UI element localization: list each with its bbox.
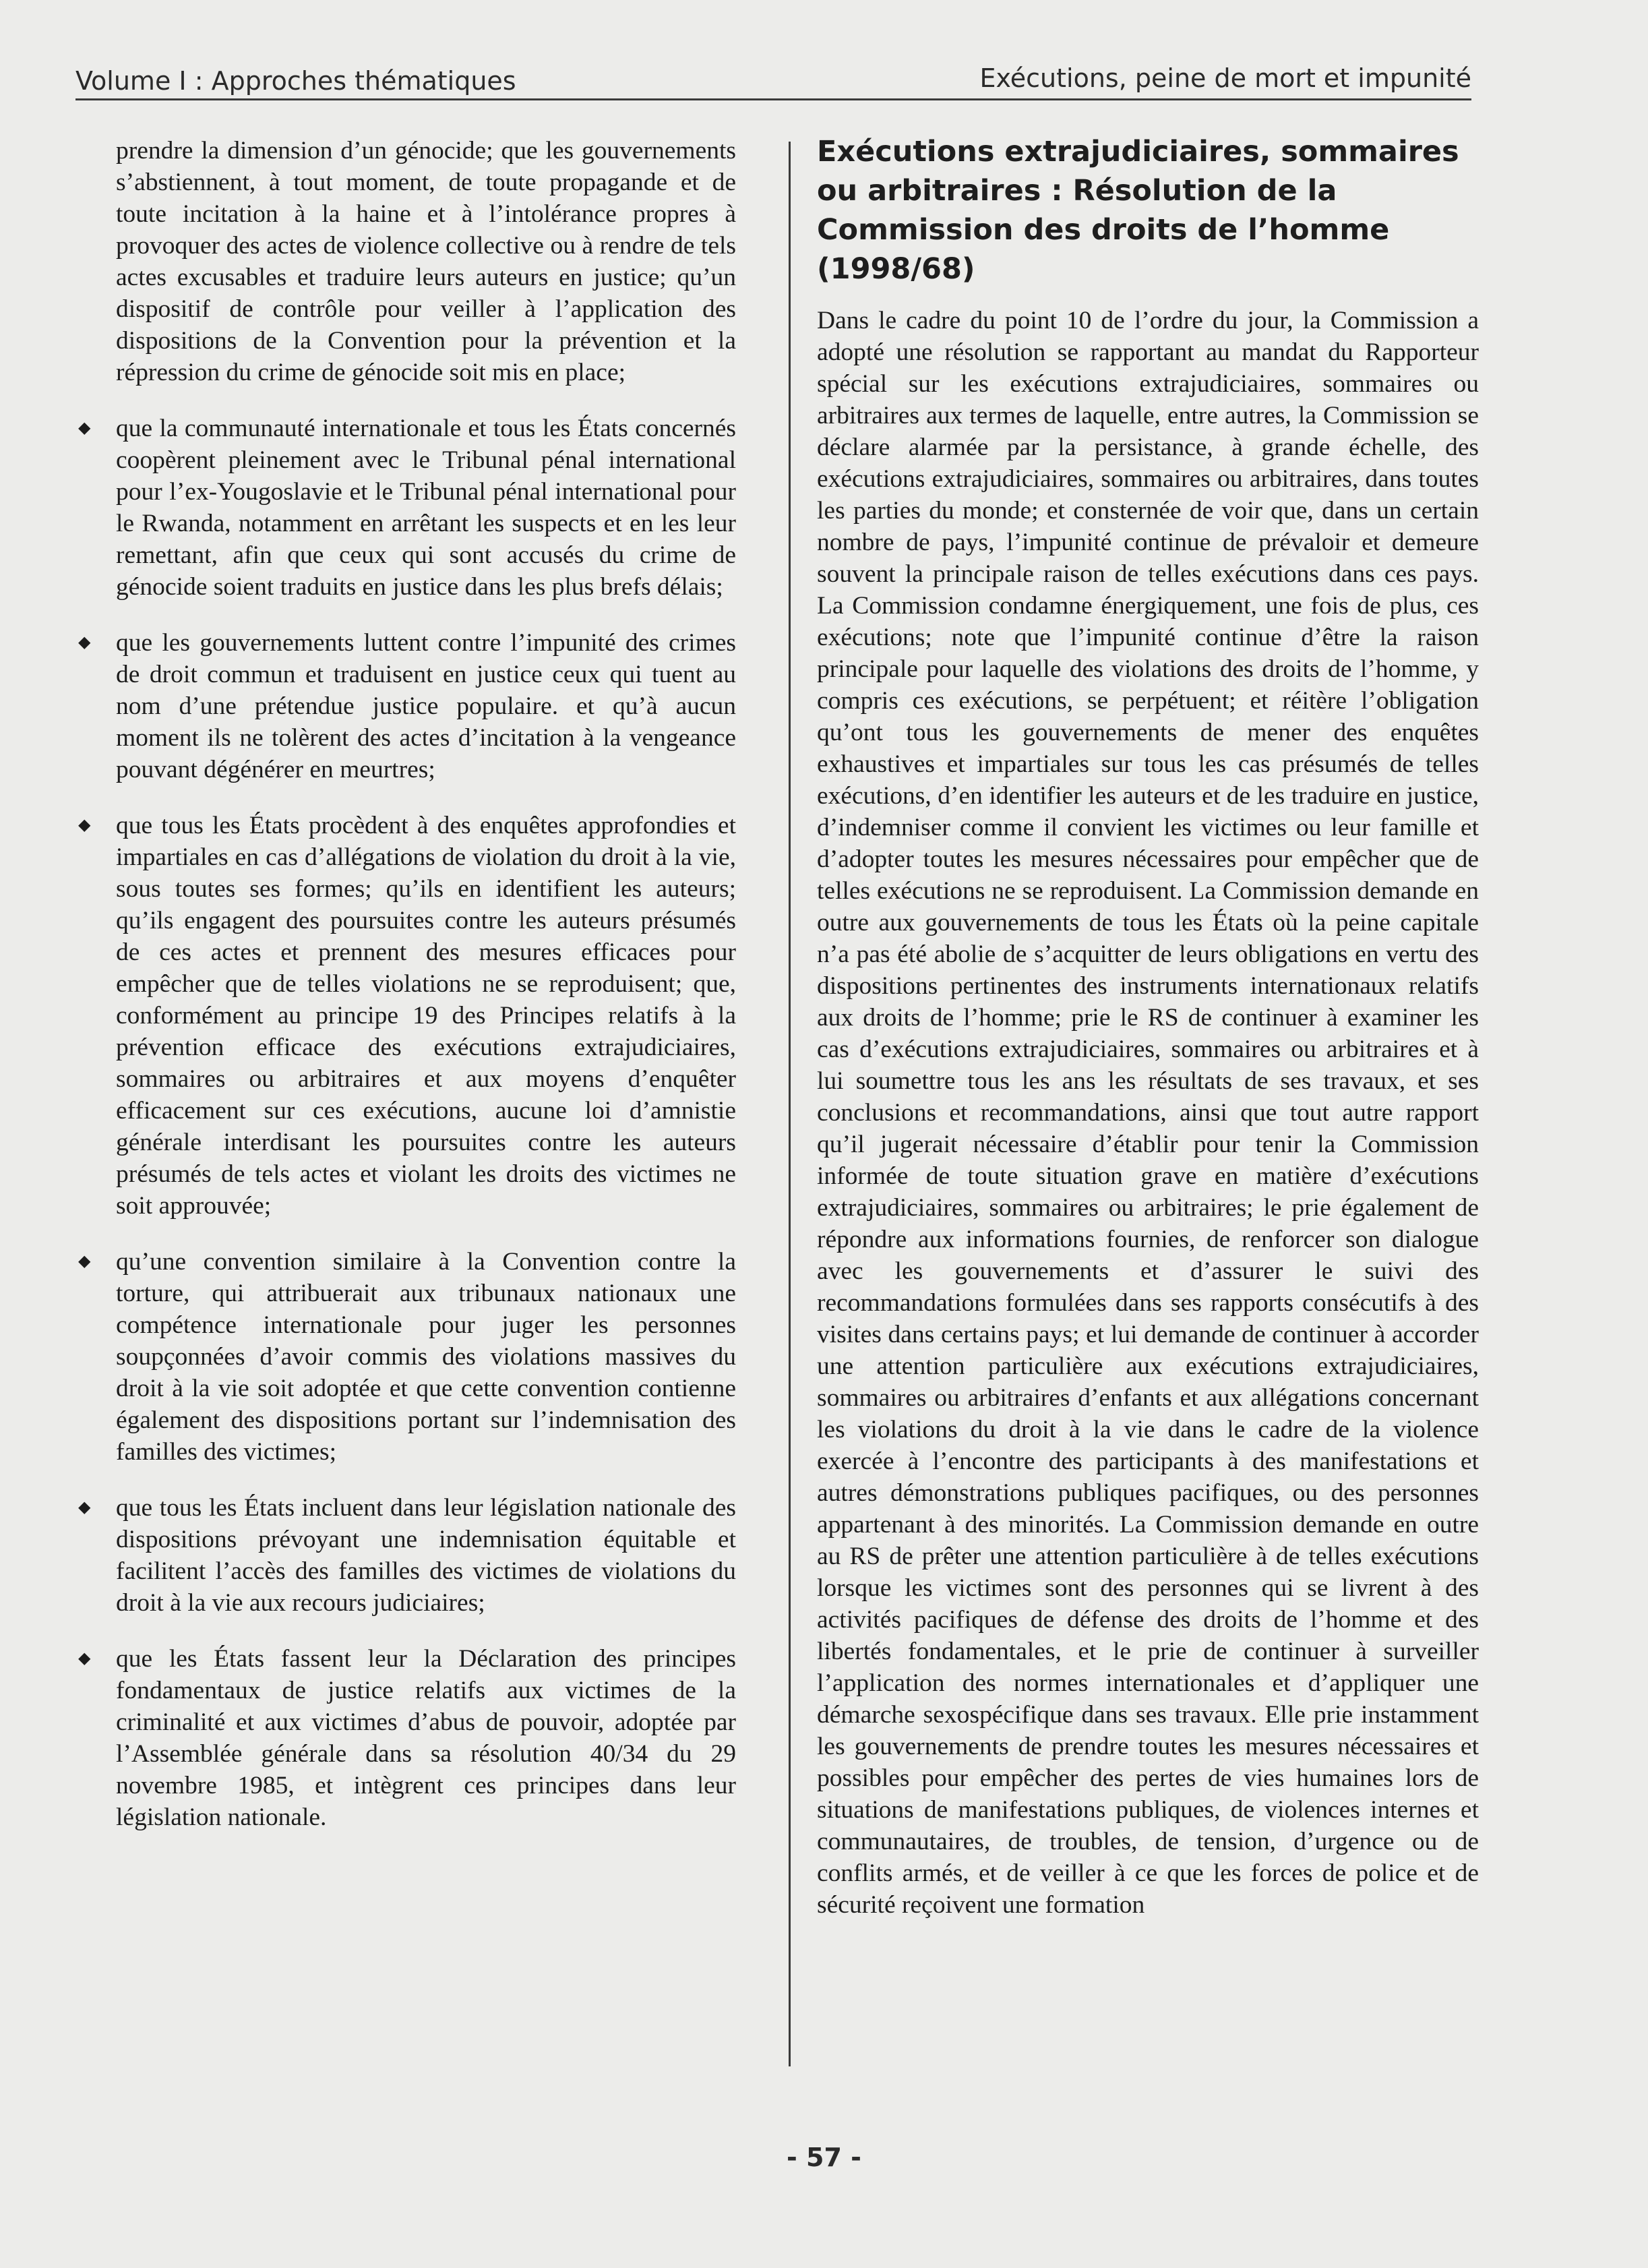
diamond-bullet-icon: ◆ [78, 419, 91, 437]
diamond-bullet-icon: ◆ [78, 1650, 91, 1667]
header-volume-title: Volume I : Approches thématiques [75, 66, 516, 96]
section-heading: Exécutions extrajudiciaires, sommaires ou arbitraires : Résolution de la Commission des droits de l’homme (1998/68) [817, 135, 1459, 286]
left-column [78, 135, 736, 1833]
list-item-text: que tous les États incluent dans leur législation nationale des dispositions prévoyant une indemnisation équitable et facilitent l’accès des familles des victimes de violations du droit à la vie aux recours judiciaires; [116, 1494, 736, 1617]
list-item [78, 1246, 736, 1468]
list-item-text: que tous les États procèdent à des enquêtes approfondies et impartiales en cas d’allégations de violation du droit à la vie, sous toutes ses formes; qu’ils en identifient les auteurs; qu’ils engagent des poursuites contre les auteurs présumés de ces actes et prennent des mesures efficaces pour empêcher que de telles violations ne se reproduisent; que, conformément au principe 19 des Principes relatifs à la prévention efficace des exécutions extrajudiciaires, sommaires ou arbitraires et aux moyens d’enquêter efficacement sur ces exécutions, aucune loi d’amnistie générale interdisant les poursuites contre les auteurs présumés de tels actes et violant les droits des victimes ne soit approuvée; [116, 812, 736, 1220]
running-header [75, 59, 1471, 100]
list-item [78, 810, 736, 1222]
intro-paragraph: prendre la dimension d’un génocide; que les gouvernements s’abstiennent, à tout moment, de toute propagande et de toute incitation à la haine et à l’intolérance propres à provoquer des actes de violence collective ou à rendre de tels actes excusables et traduire leurs auteurs en justice; qu’un dispositif de contrôle pour veiller à l’application des dispositions de la Convention pour la prévention et la répression du crime de génocide soit mis en place; [116, 137, 736, 386]
list-item [78, 627, 736, 785]
list-item [78, 413, 736, 603]
header-section-title: Exécutions, peine de mort et impunité [979, 63, 1471, 93]
list-item-text: que les États fassent leur la Déclaration des principes fondamentaux de justice relatifs aux victimes de la criminalité et aux victimes d’abus de pouvoir, adoptée par l’Assemblée générale dans sa résolution 40/34 du 29 novembre 1985, et intègrent ces principes dans leur législation nationale. [116, 1645, 736, 1831]
diamond-bullet-icon: ◆ [78, 1499, 91, 1516]
column-divider [789, 142, 791, 2066]
list-item [78, 1643, 736, 1833]
list-item-text: qu’une convention similaire à la Convention contre la torture, qui attribuerait aux tribunaux nationaux une compétence internationale pour juger les personnes soupçonnées d’avoir commis des violations massives du droit à la vie soit adoptée et que cette convention contienne également des dispositions portant sur l’indemnisation des familles des victimes; [116, 1248, 736, 1466]
diamond-bullet-icon: ◆ [78, 634, 91, 651]
diamond-bullet-icon: ◆ [78, 816, 91, 834]
list-item [78, 1492, 736, 1619]
section-body-paragraph: Dans le cadre du point 10 de l’ordre du jour, la Commission a adopté une résolution se rapportant au mandat du Rapporteur spécial sur les exécutions extrajudiciaires, sommaires ou arbitraires aux termes de laquelle, entre autres, la Commission se déclare alarmée par la persistance, à grande échelle, des exécutions extrajudiciaires, sommaires ou arbitraires, dans toutes les parties du monde; et consternée de voir que, dans un certain nombre de pays, l’impunité continue de prévaloir et demeure souvent la principale raison de telles exécutions dans ces pays. La Commission condamne énergiquement, une fois de plus, ces exécutions; note que l’impunité continue d’être la raison principale pour laquelle des violations des droits de l’homme, y compris ces exécutions, se perpétuent; et réitère l’obligation qu’ont tous les gouvernements de mener des enquêtes exhaustives et impartiales sur tous les cas présumés de telles exécutions, d’en identifier les auteurs et de les traduire en justice, d’indemniser comme il convient les victimes ou leur famille et d’adopter toutes les mesures nécessaires pour empêcher que de telles exécutions ne se reproduisent. La Commission demande en outre aux gouvernements de tous les États où la peine capitale n’a pas été abolie de s’acquitter de leurs obligations en vertu des dispositions pertinentes des instruments internationaux relatifs aux droits de l’homme; prie le RS de continuer à examiner les cas d’exécutions extrajudiciaires, sommaires ou arbitraires et à lui soumettre tous les ans les résultats de ses travaux, et ses conclusions et recommandations, ainsi que tout autre rapport qu’il jugerait nécessaire d’établir pour tenir la Commission informée de toute situation grave en matière d’exécutions extrajudiciaires, sommaires ou arbitraires; le prie également de répondre aux informations fournies, de renforcer son dialogue avec les gouvernements et d’assurer le suivi des recommandations formulées dans ses rapports consécutifs à des visites dans certains pays; et lui demande de continuer à accorder une attention particulière aux exécutions extrajudiciaires, sommaires ou arbitraires d’enfants et aux allégations concernant les violations du droit à la vie dans le cadre de la violence exercée à l’encontre des participants à des manifestations et autres démonstrations publiques pacifiques, ou des personnes appartenant à des minorités. La Commission demande en outre au RS de prêter une attention particulière à de telles exécutions lorsque les victimes sont des personnes qui se livrent à des activités pacifiques de défense des droits de l’homme et des libertés fondamentales, et le prie de continuer à surveiller l’application des normes internationales et d’appliquer une démarche sexospécifique dans ses travaux. Elle prie instamment les gouvernements de prendre toutes les mesures nécessaires et possibles pour empêcher des pertes de vies humaines lors de situations de manifestations publiques, de violences internes et communautaires, de troubles, de tension, d’urgence ou de conflits armés, et de veiller à ce que les forces de police et de sécurité reçoivent une formation [817, 307, 1479, 1919]
list-item-text: que la communauté internationale et tous les États concernés coopèrent pleinement avec le Tribunal pénal international pour l’ex-Yougoslavie et le Tribunal pénal international pour le Rwanda, notamment en arrêtant les suspects et en les leur remettant, afin que ceux qui sont accusés du crime de génocide soient traduits en justice dans les plus brefs délais; [116, 415, 736, 601]
list-item-text: que les gouvernements luttent contre l’impunité des crimes de droit commun et traduisent en justice ceux qui tuent au nom d’une prétendue justice populaire. et qu’à aucun moment ils ne tolèrent des actes d’incitation à la vengeance pouvant dégénérer en meurtres; [116, 629, 736, 783]
page-number: - 57 - [787, 2143, 861, 2172]
diamond-bullet-icon: ◆ [78, 1253, 91, 1270]
recommendation-list [78, 413, 736, 1833]
right-column [817, 132, 1479, 1921]
